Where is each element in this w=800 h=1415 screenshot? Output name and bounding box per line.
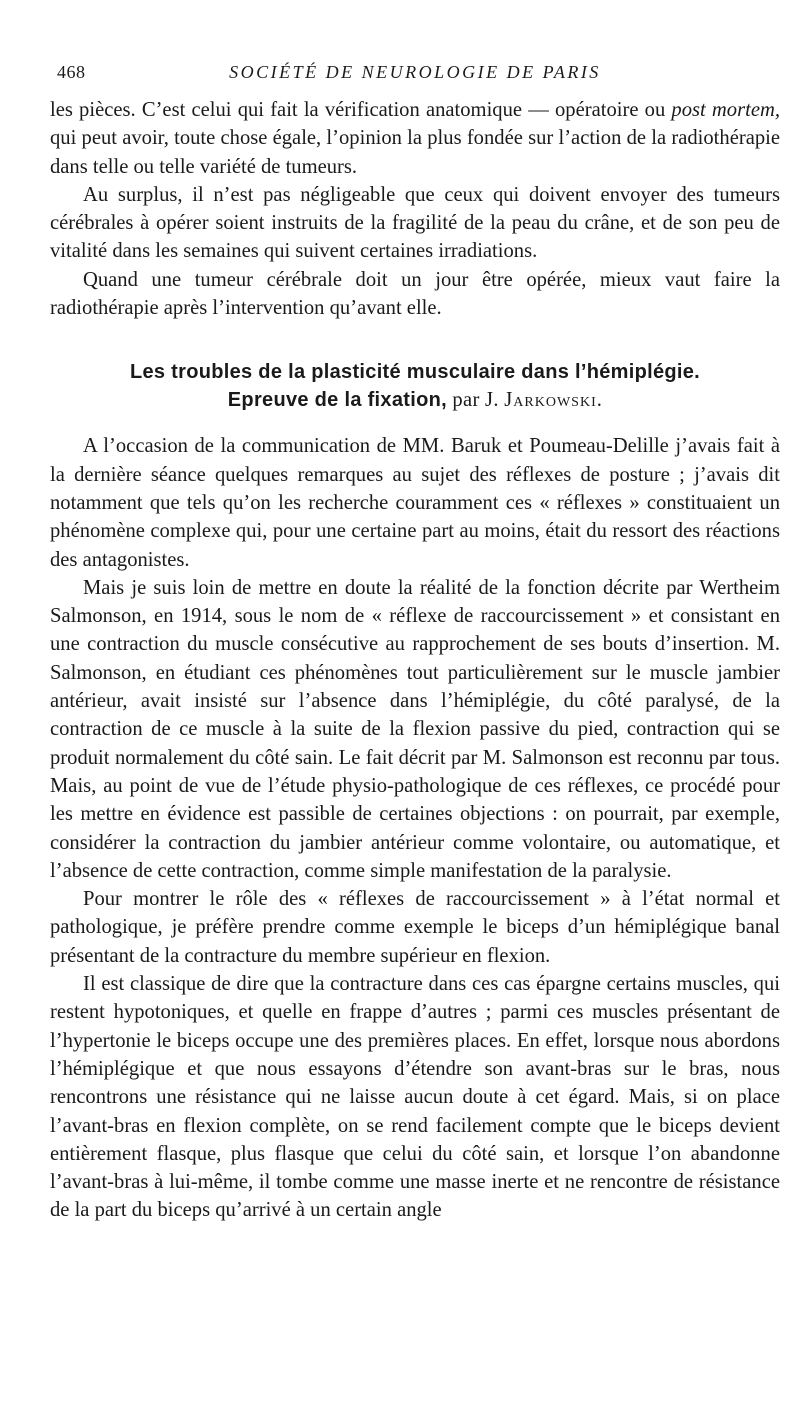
article-title-line-2 <box>50 386 780 414</box>
document-page <box>50 0 780 1415</box>
intro-paragraph-2: Au surplus, il n’est pas négligeable que ceux qui doivent envoyer des tumeurs cérébrales à opérer soient instruits de la fragilité de la peau du crâne, et de son peu de vitalité dans les semaines qui suivent certaines irradiations. <box>50 183 780 263</box>
byline-prefix: par J. <box>446 389 505 412</box>
article-paragraph-3: Pour montrer le rôle des « réflexes de raccourcissement » à l’état normal et pathologique, je préfère prendre comme exemple le biceps d’un hémiplégique banal présentant de la contracture du membre supérieur en flexion. <box>50 888 780 967</box>
article-title-line-2-text: Epreuve de la fixation, <box>227 389 447 412</box>
journal-title: SOCIÉTÉ DE NEUROLOGIE DE PARIS <box>229 62 601 82</box>
running-head <box>50 62 780 88</box>
intro-p1-text-a: les pièces. C’est celui qui fait la vérification anatomique — opératoire ou <box>50 99 672 121</box>
intro-p1-text-b: qui peut avoir, toute chose égale, l’opinion la plus fondée sur l’action de la radiothérapie dans telle ou telle variété de tumeurs. <box>50 127 780 178</box>
article-title-line-1: Les troubles de la plasticité musculaire dans l’hémiplégie. <box>129 361 701 384</box>
intro-paragraph-3: Quand une tumeur cérébrale doit un jour être opérée, mieux vaut faire la radiothérapie après l’intervention qu’avant elle. <box>50 268 780 320</box>
byline-suffix: . <box>596 389 603 412</box>
article-title <box>50 358 780 414</box>
page-number: 468 <box>57 62 86 82</box>
intro-p1-emphasis: post mortem, <box>671 99 780 121</box>
article-paragraph-2: Mais je suis loin de mettre en doute la réalité de la fonction décrite par Wertheim Salmonson, en 1914, sous le nom de « réflexe de raccourcissement » et consistant en une contraction du muscle consécutive au rapprochement de ses bouts d’insertion. M. Salmonson, en étudiant ces phénomènes tout particulièrement sur le muscle jambier antérieur, avait insisté sur l’absence dans l’hémiplégie, du côté paralysé, de la contraction de ce muscle à la suite de la flexion passive du pied, contraction qui se produit normalement du côté sain. Le fait décrit par M. Salmonson est reconnu par tous. Mais, au point de vue de l’étude physio-pathologique de ces réflexes, ce procédé pour les mettre en évidence est passible de certaines objections : on pourrait, par exemple, considérer la contraction du jambier antérieur comme volontaire, ou automatique, et l’absence de cette contraction, comme simple manifestation de la paralysie. <box>50 576 780 882</box>
intro-paragraph-1 <box>50 96 780 181</box>
author-name: Jarkowski <box>504 389 597 412</box>
body-text <box>50 96 780 1225</box>
article-paragraph-1: A l’occasion de la communication de MM. Baruk et Poumeau-Delille j’avais fait à la dernière séance quelques remarques au sujet des réflexes de posture ; j’avais dit notamment que tels qu’on les recherche couramment ces « réflexes » constituaient un phénomène complexe qui, pour une certaine part au moins, était du ressort des réactions des antagonistes. <box>50 435 780 571</box>
article-paragraph-4: Il est classique de dire que la contracture dans ces cas épargne certains muscles, qui restent hypotoniques, et quelle en frappe d’autres ; parmi ces muscles présentant de l’hypertonie le biceps occupe une des premières places. En effet, lorsque nous abordons l’hémiplégique et que nous essayons d’étendre son avant-bras sur le bras, nous rencontrons une résistance qui ne laisse aucun doute à cet égard. Mais, si on place l’avant-bras en flexion complète, on se rend facilement compte que le biceps devient entièrement flasque, plus flasque que celui du côté sain, et lorsque l’on abandonne l’avant-bras à lui-même, il tombe comme une masse inerte et ne rencontre de résistance de la part du biceps qu’arrivé à un certain angle <box>50 973 780 1222</box>
